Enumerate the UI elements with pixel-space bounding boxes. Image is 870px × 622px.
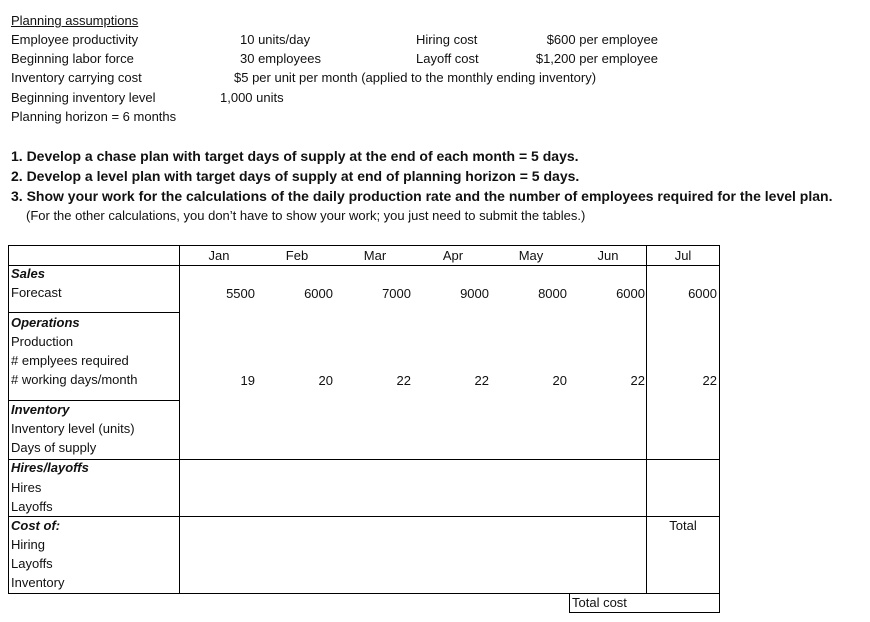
row-label-layoffs: Layoffs [11, 499, 53, 514]
row-label-employees: # emplyees required [11, 353, 129, 368]
section-inventory: Inventory [11, 402, 70, 417]
working-days-mar: 22 [396, 373, 411, 388]
row-label-inventory-cost: Inventory [11, 575, 65, 590]
total-cost-label: Total cost [572, 595, 627, 610]
task-1: 1. Develop a chase plan with target days of supply at the end of each month = 5 days. [11, 148, 579, 164]
working-days-feb: 20 [318, 373, 333, 388]
assumption-label-planning-horizon: Planning horizon = 6 months [11, 109, 177, 124]
forecast-jun: 6000 [616, 286, 645, 301]
forecast-mar: 7000 [382, 286, 411, 301]
working-days-jun: 22 [630, 373, 645, 388]
assumption-value-beginning-inventory: 1,000 units [220, 90, 284, 105]
hiring-cost-label: Hiring cost [416, 32, 478, 47]
assumption-value-labor-force: 30 employees [240, 51, 321, 66]
section-hires-layoffs: Hires/layoffs [11, 460, 89, 475]
forecast-jul: 6000 [688, 286, 717, 301]
assumption-value-carrying-cost: $5 per unit per month (applied to the monthly ending inventory) [234, 70, 597, 85]
assumption-value-productivity: 10 units/day [240, 32, 311, 47]
section-cost-of: Cost of: [11, 518, 61, 533]
layoff-cost-label: Layoff cost [416, 51, 479, 66]
month-header-feb: Feb [285, 248, 309, 263]
row-label-days-supply: Days of supply [11, 440, 97, 455]
assumption-label-productivity: Employee productivity [11, 32, 139, 47]
working-days-jan: 19 [240, 373, 255, 388]
forecast-jan: 5500 [226, 286, 255, 301]
working-days-apr: 22 [474, 373, 489, 388]
forecast-apr: 9000 [460, 286, 489, 301]
row-label-hires: Hires [11, 480, 42, 495]
total-label: Total [669, 518, 697, 533]
assumption-label-beginning-inventory: Beginning inventory level [11, 90, 156, 105]
task-3: 3. Show your work for the calculations of the daily production rate and the number of employees required for the level plan. [11, 188, 833, 204]
month-header-jun: Jun [597, 248, 619, 263]
task-2: 2. Develop a level plan with target days of supply at end of planning horizon = 5 days. [11, 168, 580, 184]
row-label-inventory-level: Inventory level (units) [11, 421, 135, 436]
month-header-jul: Jul [674, 248, 692, 263]
month-header-apr: Apr [442, 248, 464, 263]
row-label-hiring-cost: Hiring [11, 537, 45, 552]
row-label-working-days: # working days/month [11, 372, 138, 387]
layoff-cost-value: $1,200 per employee [535, 51, 658, 66]
month-header-jan: Jan [208, 248, 230, 263]
row-label-forecast: Forecast [11, 285, 62, 300]
row-label-layoffs-cost: Layoffs [11, 556, 53, 571]
hiring-cost-value: $600 per employee [546, 32, 658, 47]
row-label-production: Production [11, 334, 74, 349]
section-sales: Sales [11, 266, 45, 281]
assumptions-heading: Planning assumptions [11, 13, 139, 28]
section-operations: Operations [11, 315, 80, 330]
assumption-label-carrying-cost: Inventory carrying cost [11, 70, 142, 85]
forecast-may: 8000 [538, 286, 567, 301]
forecast-feb: 6000 [304, 286, 333, 301]
note: (For the other calculations, you don’t have to show your work; you just need to submit the tables.) [26, 208, 586, 223]
working-days-jul: 22 [702, 373, 717, 388]
working-days-may: 20 [552, 373, 567, 388]
month-header-mar: Mar [363, 248, 387, 263]
assumption-label-labor-force: Beginning labor force [11, 51, 134, 66]
month-header-may: May [518, 248, 544, 263]
